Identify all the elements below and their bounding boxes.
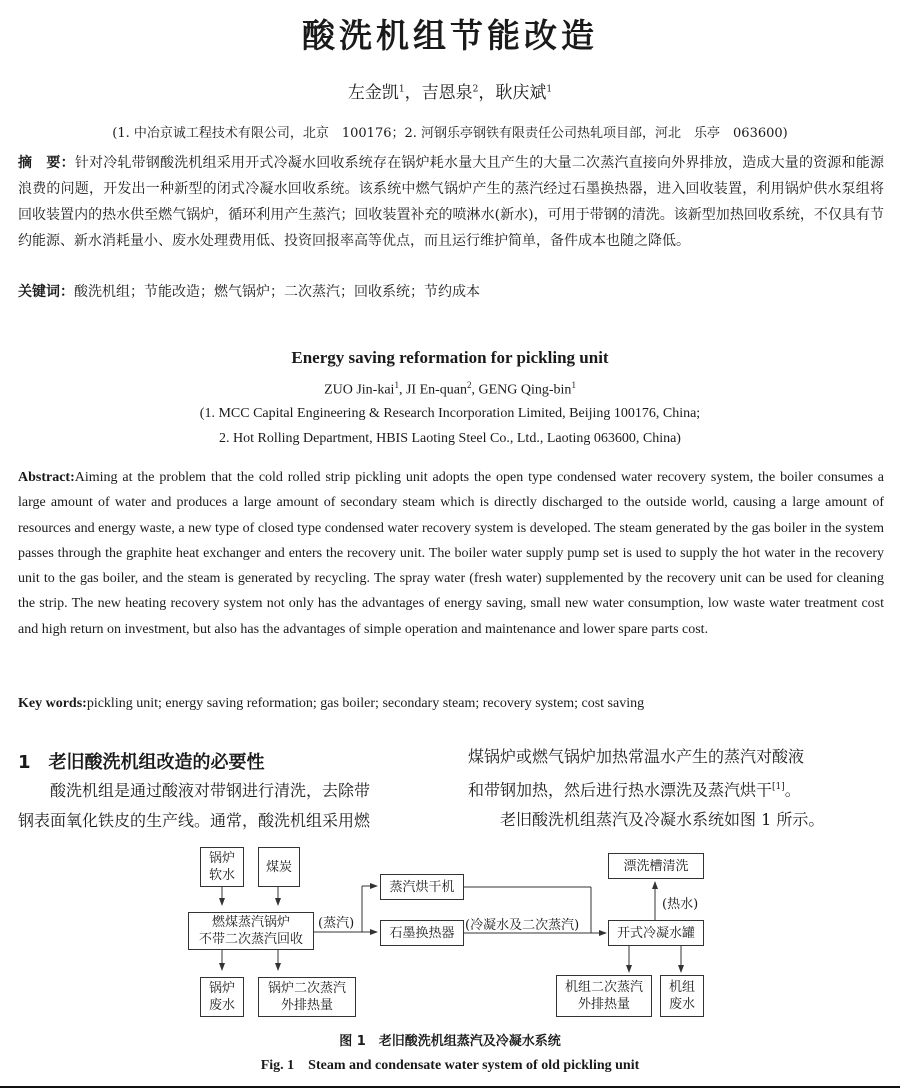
box-unit-steam-loss: 机组二次蒸汽 外排热量 bbox=[556, 975, 652, 1017]
abstract-cn-text: 针对冷轧带钢酸洗机组采用开式冷凝水回收系统存在锅炉耗水量大且产生的大量二次蒸汽直接向外界排放，造成大量的资源和能源浪费的问题，开发出一种新型的闭式冷凝水回收系统。该系统中燃气锅炉产生的蒸汽经过石墨换热器，进入回收装置，利用锅炉供水泵组将回收装置内的热水供至燃气锅炉，循环利用产生蒸汽；回收装置补充的喷淋水(新水)，可用于带钢的清洗。该新型加热回收系统，不仅具有节约能源、新水消耗量小、废水处理费用低、投资回报率高等优点，而且运行维护简单，备件成本也随之降低。 bbox=[18, 155, 885, 249]
box-boiler-steam-loss: 锅炉二次蒸汽 外排热量 bbox=[258, 977, 356, 1017]
box-soft-water: 锅炉 软水 bbox=[200, 847, 244, 887]
abstract-en-text: Aiming at the problem that the cold rolled strip pickling unit adopts the open type condensed water recovery system, the boiler consumes a large amount of water and produces a large amount of secondary steam which is directly discharged to the outside world, causing a large amount of resources and energy waste, a new type of closed type condensed water recovery system is developed. The steam generated by the gas boiler in the system passes through the graphite heat exchanger and enters the recovery unit. The boiler water supply pump set is used to supply the hot water in the recovery unit to the gas boiler, and the steam is generated by recycling. The spray water (fresh water) supplemented by the recovery unit can be used for cleaning the strip. The new heating recovery system not only has the advantages of energy saving, small new water consumption, low waste water treatment cost and high return on investment, but also has the advantages of simple operation and maintenance and lower spare parts cost. bbox=[18, 470, 884, 637]
box-rinse-tank: 漂洗槽清洗 bbox=[608, 853, 704, 879]
page-bottom-rule bbox=[0, 1086, 900, 1088]
affiliation-cn: (1. 中冶京诚工程技术有限公司，北京 100176；2. 河钢乐亭钢铁有限责任公司热轧项目部，河北 乐亭 063600) bbox=[112, 126, 788, 141]
paper-title-en: Energy saving reformation for pickling unit bbox=[291, 348, 609, 367]
citation-ref: [1] bbox=[772, 782, 785, 792]
abstract-cn-label: 摘 要： bbox=[18, 155, 75, 171]
author-sup: 1 bbox=[571, 380, 576, 390]
affiliation-en-1: (1. MCC Capital Engineering & Research Incorporation Limited, Beijing 100176, China; bbox=[199, 406, 701, 421]
section-heading: 1 老旧酸洗机组改造的必要性 bbox=[18, 752, 265, 773]
paper-title: 酸洗机组节能改造 bbox=[302, 16, 598, 55]
box-coal-boiler: 燃煤蒸汽锅炉 不带二次蒸汽回收 bbox=[188, 912, 314, 950]
figure-caption-cn: 图 1 老旧酸洗机组蒸汽及冷凝水系统 bbox=[339, 1034, 561, 1049]
label-steam: (蒸汽) bbox=[318, 916, 355, 931]
affiliation-en-2: 2. Hot Rolling Department, HBIS Laoting Steel Co., Ltd., Laoting 063600, China) bbox=[219, 431, 681, 446]
body-line: 和带钢加热，然后进行热水漂洗及蒸汽烘干[1]。 bbox=[468, 780, 801, 800]
keywords-cn-label: 关键词： bbox=[18, 284, 74, 300]
box-open-condensate-tank: 开式冷凝水罐 bbox=[608, 920, 704, 946]
author-sup: 1 bbox=[394, 380, 399, 390]
box-coal: 煤炭 bbox=[258, 847, 300, 887]
body-line: 酸洗机组是通过酸液对带钢进行清洗，去除带 bbox=[18, 781, 371, 800]
author-name: 耿庆斌 bbox=[495, 83, 547, 103]
author-name-en: JI En-quan bbox=[405, 382, 467, 398]
label-condensate: (冷凝水及二次蒸汽) bbox=[465, 918, 580, 933]
abstract-en-label: Abstract: bbox=[18, 470, 75, 485]
figure-caption-en: Fig. 1 Steam and condensate water system of old pickling unit bbox=[260, 1058, 640, 1073]
body-line: 老旧酸洗机组蒸汽及冷凝水系统如图 1 所示。 bbox=[468, 810, 825, 830]
body-line: 钢表面氧化铁皮的生产线。通常，酸洗机组采用燃 bbox=[18, 811, 371, 830]
author-name-en: GENG Qing-bin bbox=[478, 382, 572, 398]
author-name-en: ZUO Jin-kai bbox=[324, 382, 395, 398]
box-unit-waste-water: 机组 废水 bbox=[660, 975, 704, 1017]
label-hot-water: (热水) bbox=[662, 897, 699, 912]
author-sup: 2 bbox=[467, 380, 472, 390]
author-sup: 1 bbox=[398, 84, 405, 95]
author-name: 左金凯 bbox=[347, 83, 399, 103]
author-name: 吉恩泉 bbox=[421, 83, 473, 103]
keywords-en-text: pickling unit; energy saving reformation; gas boiler; secondary steam; recovery system; cost saving bbox=[86, 696, 645, 711]
author-sup: 2 bbox=[472, 84, 479, 95]
box-boiler-waste-water: 锅炉 废水 bbox=[200, 977, 244, 1017]
author-list: 左金凯$^1$，吉恩泉$^2$，耿庆斌$^1$ bbox=[347, 83, 553, 103]
box-steam-dryer: 蒸汽烘干机 bbox=[380, 874, 464, 900]
author-sup: 1 bbox=[546, 84, 553, 95]
body-line: 煤锅炉或燃气锅炉加热常温水产生的蒸汽对酸液 bbox=[468, 747, 805, 766]
keywords-en-label: Key words: bbox=[18, 696, 87, 711]
keywords-cn-text: 酸洗机组；节能改造；燃气锅炉；二次蒸汽；回收系统；节约成本 bbox=[74, 284, 480, 300]
box-graphite-exchanger: 石墨换热器 bbox=[380, 920, 464, 946]
author-list-en: ZUO Jin-kai$^1$, JI En-quan$^2$, GENG Qing-bin$^1$ bbox=[324, 380, 576, 398]
